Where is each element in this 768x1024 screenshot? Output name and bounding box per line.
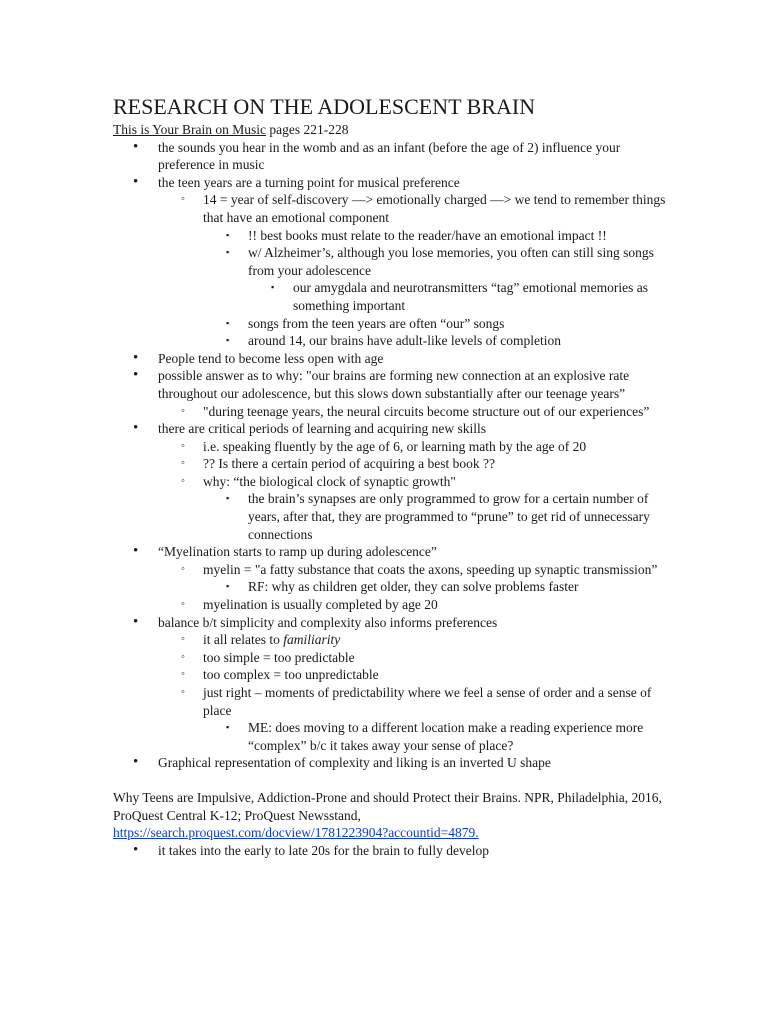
bullet-marker: ◦ bbox=[181, 474, 185, 487]
item-text: ?? Is there a certain period of acquiring a best book ?? bbox=[203, 456, 495, 472]
bullet-marker: • bbox=[133, 754, 139, 771]
list-item bbox=[113, 543, 673, 561]
item-text: w/ Alzheimer’s, although you lose memories, you often can still sing songs from your adolescence bbox=[248, 245, 654, 278]
list-item bbox=[113, 315, 673, 333]
bullet-marker: ▪ bbox=[226, 493, 230, 504]
list-item bbox=[113, 227, 673, 245]
bullet-marker: ◦ bbox=[181, 633, 185, 646]
bullet-marker: ▪ bbox=[271, 282, 275, 293]
bullet-marker: ◦ bbox=[181, 562, 185, 575]
item-text: Graphical representation of complexity and liking is an inverted U shape bbox=[158, 755, 551, 771]
list-item bbox=[113, 649, 673, 667]
list-item bbox=[113, 719, 673, 754]
bullet-marker: • bbox=[133, 349, 139, 366]
item-text: myelin = "a fatty substance that coats the axons, speeding up synaptic transmission” bbox=[203, 561, 658, 577]
list-item bbox=[113, 367, 673, 402]
item-text: just right – moments of predictability where we feel a sense of order and a sense of place bbox=[203, 685, 652, 718]
list-item bbox=[113, 332, 673, 350]
list-item bbox=[113, 244, 673, 279]
bullet-marker: ▪ bbox=[226, 722, 230, 733]
item-text: i.e. speaking fluently by the age of 6, or learning math by the age of 20 bbox=[203, 438, 587, 454]
book-title: This is Your Brain on Music bbox=[113, 122, 267, 137]
bullet-marker: ▪ bbox=[226, 229, 230, 240]
bullet-marker: ◦ bbox=[181, 668, 185, 681]
bullet-marker: • bbox=[133, 367, 139, 384]
item-text: 14 = year of self-discovery —> emotionally charged —> we tend to remember things that have an emotional component bbox=[203, 192, 666, 225]
list-item bbox=[113, 842, 673, 860]
list-item bbox=[113, 490, 673, 543]
bullet-marker: • bbox=[133, 173, 139, 190]
item-text: too simple = too predictable bbox=[203, 649, 355, 665]
list-item bbox=[113, 139, 673, 174]
bullet-marker: ◦ bbox=[181, 650, 185, 663]
item-text: possible answer as to why: "our brains are forming new connection at an explosive rate throughout our adolescence, but this slows down substantially after our teenage years” bbox=[158, 368, 630, 401]
item-text: the sounds you hear in the womb and as an infant (before the age of 2) influence your preference in music bbox=[158, 139, 621, 173]
bullet-marker: ◦ bbox=[181, 193, 185, 206]
item-text: it takes into the early to late 20s for the brain to fully develop bbox=[158, 842, 490, 858]
notes-list bbox=[113, 139, 673, 772]
source-heading bbox=[113, 121, 673, 139]
bullet-marker: • bbox=[133, 138, 139, 155]
bullet-marker: ◦ bbox=[181, 686, 185, 698]
citation bbox=[113, 789, 673, 842]
list-item bbox=[113, 438, 673, 456]
bullet-marker: • bbox=[133, 841, 139, 858]
item-text: People tend to become less open with age bbox=[158, 350, 384, 366]
list-item bbox=[113, 174, 673, 192]
item-text: why: “the biological clock of synaptic growth" bbox=[203, 473, 456, 489]
item-text: too complex = too unpredictable bbox=[203, 667, 379, 683]
list-item bbox=[113, 403, 673, 421]
bullet-marker: ◦ bbox=[181, 439, 185, 452]
bullet-marker: ◦ bbox=[181, 457, 185, 470]
item-text: around 14, our brains have adult-like levels of completion bbox=[248, 333, 562, 349]
item-text: !! best books must relate to the reader/have an emotional impact !! bbox=[248, 227, 607, 243]
list-item bbox=[113, 684, 673, 719]
list-item bbox=[113, 596, 673, 614]
list-item bbox=[113, 473, 673, 491]
bullet-marker: ▪ bbox=[226, 317, 230, 328]
item-text: RF: why as children get older, they can solve problems faster bbox=[248, 579, 579, 595]
list-item bbox=[113, 350, 673, 368]
notes-list-2 bbox=[113, 842, 673, 860]
item-text: it all relates to bbox=[203, 632, 284, 648]
list-item bbox=[113, 455, 673, 473]
item-text: the brain’s synapses are only programmed to grow for a certain number of years, after that, they are programmed to “prune” to get rid of unnecessary connections bbox=[248, 491, 650, 542]
bullet-marker: ▪ bbox=[226, 247, 230, 258]
list-item bbox=[113, 420, 673, 438]
bullet-marker: ◦ bbox=[181, 598, 185, 611]
item-text: myelination is usually completed by age 20 bbox=[203, 597, 438, 613]
book-pages: pages 221-228 bbox=[266, 122, 349, 137]
item-text: songs from the teen years are often “our” songs bbox=[248, 315, 505, 331]
list-item bbox=[113, 631, 673, 649]
item-text: the teen years are a turning point for musical preference bbox=[158, 174, 460, 190]
item-emphasis: familiarity bbox=[283, 632, 341, 648]
citation-link[interactable]: https://search.proquest.com/docview/1781223904?accountid=4879. bbox=[113, 825, 479, 841]
list-item bbox=[113, 614, 673, 632]
list-item bbox=[113, 279, 673, 314]
citation-text: Why Teens are Impulsive, Addiction-Prone and should Protect their Brains. NPR, Philadelphia, 2016, ProQuest Central K-12; ProQuest Newsstand, bbox=[113, 789, 662, 823]
item-text: there are critical periods of learning and acquiring new skills bbox=[158, 421, 487, 437]
list-item bbox=[113, 754, 673, 772]
list-item bbox=[113, 578, 673, 596]
item-text: ME: does moving to a different location make a reading experience more “complex” b/c it takes away your sense of place? bbox=[248, 720, 644, 753]
page-title: RESEARCH ON THE ADOLESCENT BRAIN bbox=[113, 94, 536, 119]
bullet-marker: ▪ bbox=[226, 581, 230, 592]
item-text: our amygdala and neurotransmitters “tag” emotional memories as something important bbox=[293, 280, 649, 313]
list-item bbox=[113, 191, 673, 226]
bullet-marker: • bbox=[133, 613, 139, 630]
bullet-marker: • bbox=[133, 420, 139, 437]
list-item bbox=[113, 561, 673, 579]
bullet-marker: ▪ bbox=[226, 335, 230, 346]
item-text: balance b/t simplicity and complexity also informs preferences bbox=[158, 614, 498, 630]
bullet-marker: ◦ bbox=[181, 404, 185, 417]
document-page bbox=[113, 93, 673, 859]
list-item bbox=[113, 666, 673, 684]
bullet-marker: • bbox=[133, 543, 139, 560]
item-text: "during teenage years, the neural circuits become structure out of our experiences” bbox=[203, 403, 650, 419]
item-text: “Myelination starts to ramp up during adolescence” bbox=[158, 544, 437, 560]
